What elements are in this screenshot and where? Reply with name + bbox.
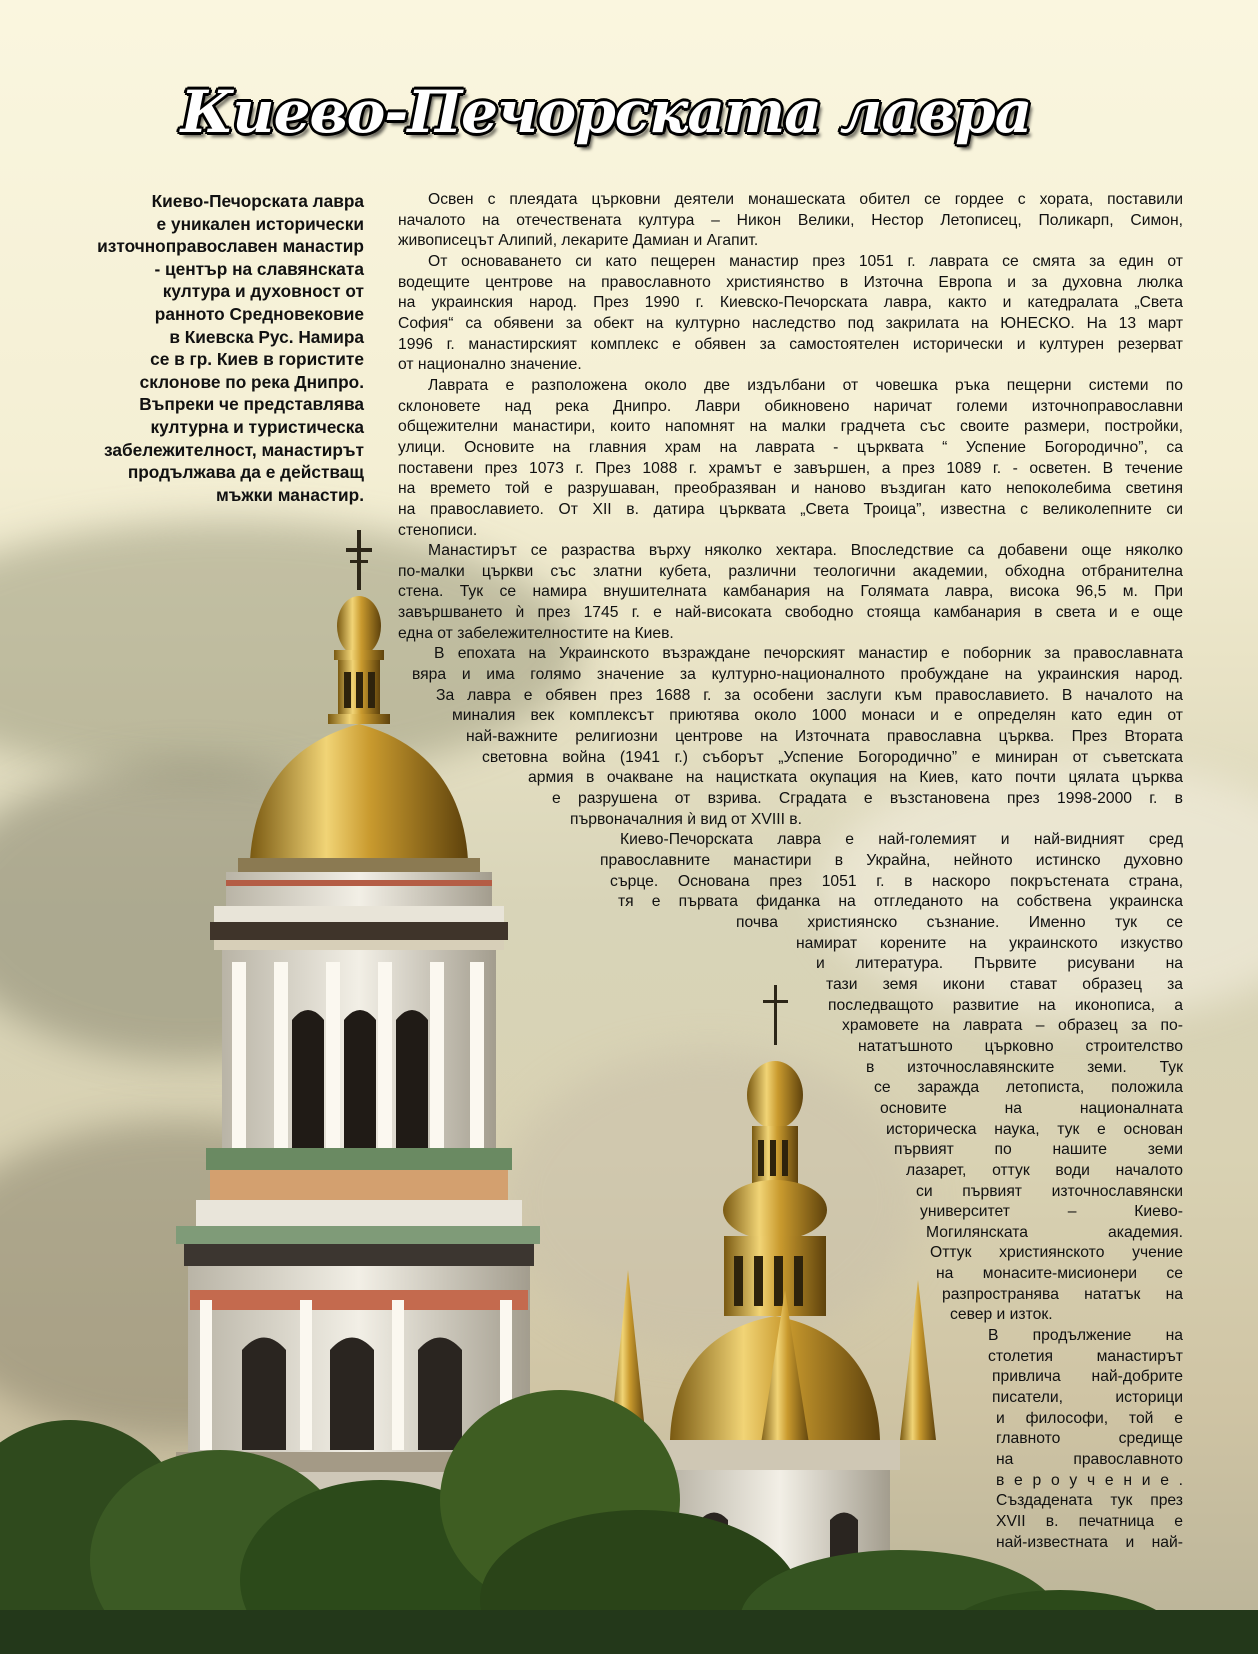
text-line: първоначалния ѝ вид от XVIII в. <box>570 810 802 828</box>
text-line: лазарет, оттук води началото <box>906 1161 1183 1179</box>
text-line: се заражда летописта, положила <box>874 1079 1183 1097</box>
text-line: стенописи. <box>398 521 478 539</box>
text-line: тя е първата фиданка на отгледаното на собствена украинска <box>618 893 1183 911</box>
text-line: Оттук християнското учение <box>930 1244 1183 1262</box>
text-line: Киево-Печорската лавра е най-големият и най-видният сред <box>620 831 1183 849</box>
text-line: основите на националната <box>880 1099 1183 1117</box>
text-line: почва християнско съзнание. Именно тук се <box>736 913 1183 931</box>
text-line: Могилянската академия. <box>926 1223 1183 1241</box>
intro-sidebar <box>56 190 364 506</box>
text-line: храмовете на лаврата – образец за по- <box>842 1017 1183 1035</box>
text-line: Освен с плеядата църковни деятели монашеската обител се гордее с хората, поставили <box>428 191 1183 208</box>
sidebar-line: Киево-Печорската лавра <box>151 191 364 211</box>
text-line: от национално значение. <box>398 356 582 374</box>
text-line: разпространява нататък на <box>942 1285 1183 1303</box>
text-line: София“ са обявени за обект на културно наследство под закрилата на ЮНЕСКО. На 13 март <box>398 314 1183 332</box>
sidebar-line: Въпреки че представлява <box>139 394 364 415</box>
text-line: най-важните религиозни центрове на Източната православна църква. През Втората <box>466 728 1183 746</box>
paragraph <box>398 1326 1183 1553</box>
text-line: тази земя икони стават образец за <box>826 975 1183 993</box>
paragraph <box>398 541 1183 644</box>
paragraph <box>398 376 1183 541</box>
text-line: в източнославянските земи. Тук <box>866 1058 1183 1076</box>
text-line: XVII в. печатница е <box>996 1513 1183 1530</box>
text-line: си първият източнославянски <box>916 1182 1183 1200</box>
text-line: За лавра е обявен през 1688 г. за особени заслуги към православието. В началото на <box>436 686 1183 704</box>
text-line: намират корените на украинското изкуство <box>796 934 1183 952</box>
paragraph <box>398 830 1183 1326</box>
text-line: общежителни манастири, които напомнят на малки градчета със своите размери, постройки, <box>398 418 1183 436</box>
sidebar-line: културна и туристическа <box>150 416 364 437</box>
text-line: е разрушена от взрива. Сградата е възстановена през 1998-2000 г. в <box>552 790 1183 808</box>
sidebar-line: култура и духовност от <box>162 281 364 302</box>
text-line: на православното <box>996 1451 1183 1469</box>
sidebar-line: ранното Средновековие <box>154 303 364 324</box>
text-line: световна война (1941 г.) съборът „Успение Богородично” е миниран от съветската <box>482 748 1183 766</box>
text-line: православните манастири в Украйна, нейното истинско духовно <box>600 852 1183 869</box>
text-line: столетия манастирът <box>988 1347 1183 1365</box>
text-line: склоновете над река Днипро. Лаври обикновено наричат големи източноправославни <box>398 397 1183 415</box>
sidebar-line: забележителност, манастирът <box>104 439 364 460</box>
text-line: последващото развитие на иконописа, а <box>828 996 1183 1014</box>
sidebar-line: е уникален исторически <box>156 213 364 234</box>
text-line: Създадената тук през <box>996 1492 1183 1510</box>
paragraph <box>398 190 1183 252</box>
text-line: на православието. От XII в. датира църквата „Света Троица”, известна с великолепните си <box>398 500 1183 518</box>
text-line: по-малки църкви със златни кубета, различни теологични академии, обходна отбранителна <box>398 562 1183 580</box>
text-line: Лаврата е разположена около две издълбани от човешка ръка пещерни системи по <box>428 376 1183 394</box>
sidebar-line: склонове по река Днипро. <box>139 371 364 392</box>
text-line: в е р о у ч е н и е . <box>996 1471 1183 1489</box>
text-line: водещите центрове на православното християнство в Източна Европа и за духовна люлка <box>398 273 1183 291</box>
paragraph <box>398 252 1183 376</box>
paragraph <box>398 644 1183 830</box>
text-line: главното средище <box>996 1430 1183 1448</box>
text-line: север и изток. <box>950 1306 1053 1324</box>
sidebar-line: в Киевска Рус. Намира <box>169 326 364 347</box>
text-line: стена. Тук се намира внушителната камбанария на Голямата лавра, висока 96,5 м. При <box>398 583 1183 601</box>
text-line: първият по нашите земи <box>894 1141 1183 1159</box>
text-line: най-известната и най- <box>996 1533 1183 1551</box>
text-line: нататъшното църковно строителство <box>858 1037 1183 1055</box>
text-line: и литература. Първите рисувани на <box>816 955 1183 973</box>
text-line: вяра и има голямо значение за културно-националното пробуждане на украинския народ. <box>412 666 1183 684</box>
sidebar-line: продължава да е действащ <box>127 462 364 483</box>
text-line: 1996 г. манастирският комплекс е обявен за самостоятелен исторически и културен резерват <box>398 335 1183 353</box>
text-line: една от забележителностите на Киев. <box>398 624 674 642</box>
text-line: От основаването си като пещерен манастир през 1051 г. лаврата се смята за един от <box>428 252 1183 270</box>
sidebar-line: се в гр. Киев в гористите <box>150 349 364 370</box>
text-line: и философи, той е <box>996 1409 1183 1427</box>
text-line: В продължение на <box>988 1327 1183 1345</box>
text-line: на времето той е разрушаван, преобразяван и наново въздиган като непоколебима светиня <box>398 480 1183 498</box>
text-line: Манастирът се разраства върху няколко хектара. Впоследствие са добавени още няколко <box>428 542 1183 560</box>
text-line: улици. Основите на главния храм на лаврата - църквата “ Успение Богородично”, са <box>398 438 1183 456</box>
text-line: сърце. Основана през 1051 г. в наскоро покръстената страна, <box>610 872 1183 890</box>
text-line: миналия век комплексът приютява около 1000 монаси и е определян като един от <box>452 707 1183 725</box>
text-line: на монасите-мисионери се <box>936 1265 1183 1283</box>
text-line: поставени през 1073 г. През 1088 г. храмът е завършен, а през 1089 г. - осветен. В течение <box>398 459 1183 477</box>
text-line: университет – Киево- <box>920 1203 1183 1221</box>
text-line: живописецът Алипий, лекарите Дамиан и Агапит. <box>398 232 759 250</box>
sidebar-line: мъжки манастир. <box>216 484 364 505</box>
text-line: В епохата на Украинското възраждане печорският манастир е поборник за православната <box>434 645 1183 663</box>
sidebar-line: източноправославен манастир <box>97 236 364 257</box>
text-line: привлича най-добрите <box>992 1368 1183 1386</box>
text-line: началото на отечествената култура – Никон Велики, Нестор Летописец, Поликарп, Симон, <box>398 211 1183 229</box>
page-title: Киево-Печорската лавра <box>180 78 1032 146</box>
article-body <box>398 190 1183 1553</box>
text-line: писатели, историци <box>992 1389 1183 1407</box>
text-line: на украинския народ. През 1990 г. Киевско-Печорската лавра, както и катедралата „Света <box>398 294 1183 312</box>
sidebar-line: - център на славянската <box>154 258 364 279</box>
text-line: историческа наука, тук е основан <box>886 1120 1183 1138</box>
text-line: армия в очакване на нацистката окупация на Киев, като почти цялата църква <box>528 769 1183 787</box>
text-line: завършването ѝ през 1745 г. е най-високата свободно стояща камбанария в света и е още <box>398 604 1183 622</box>
